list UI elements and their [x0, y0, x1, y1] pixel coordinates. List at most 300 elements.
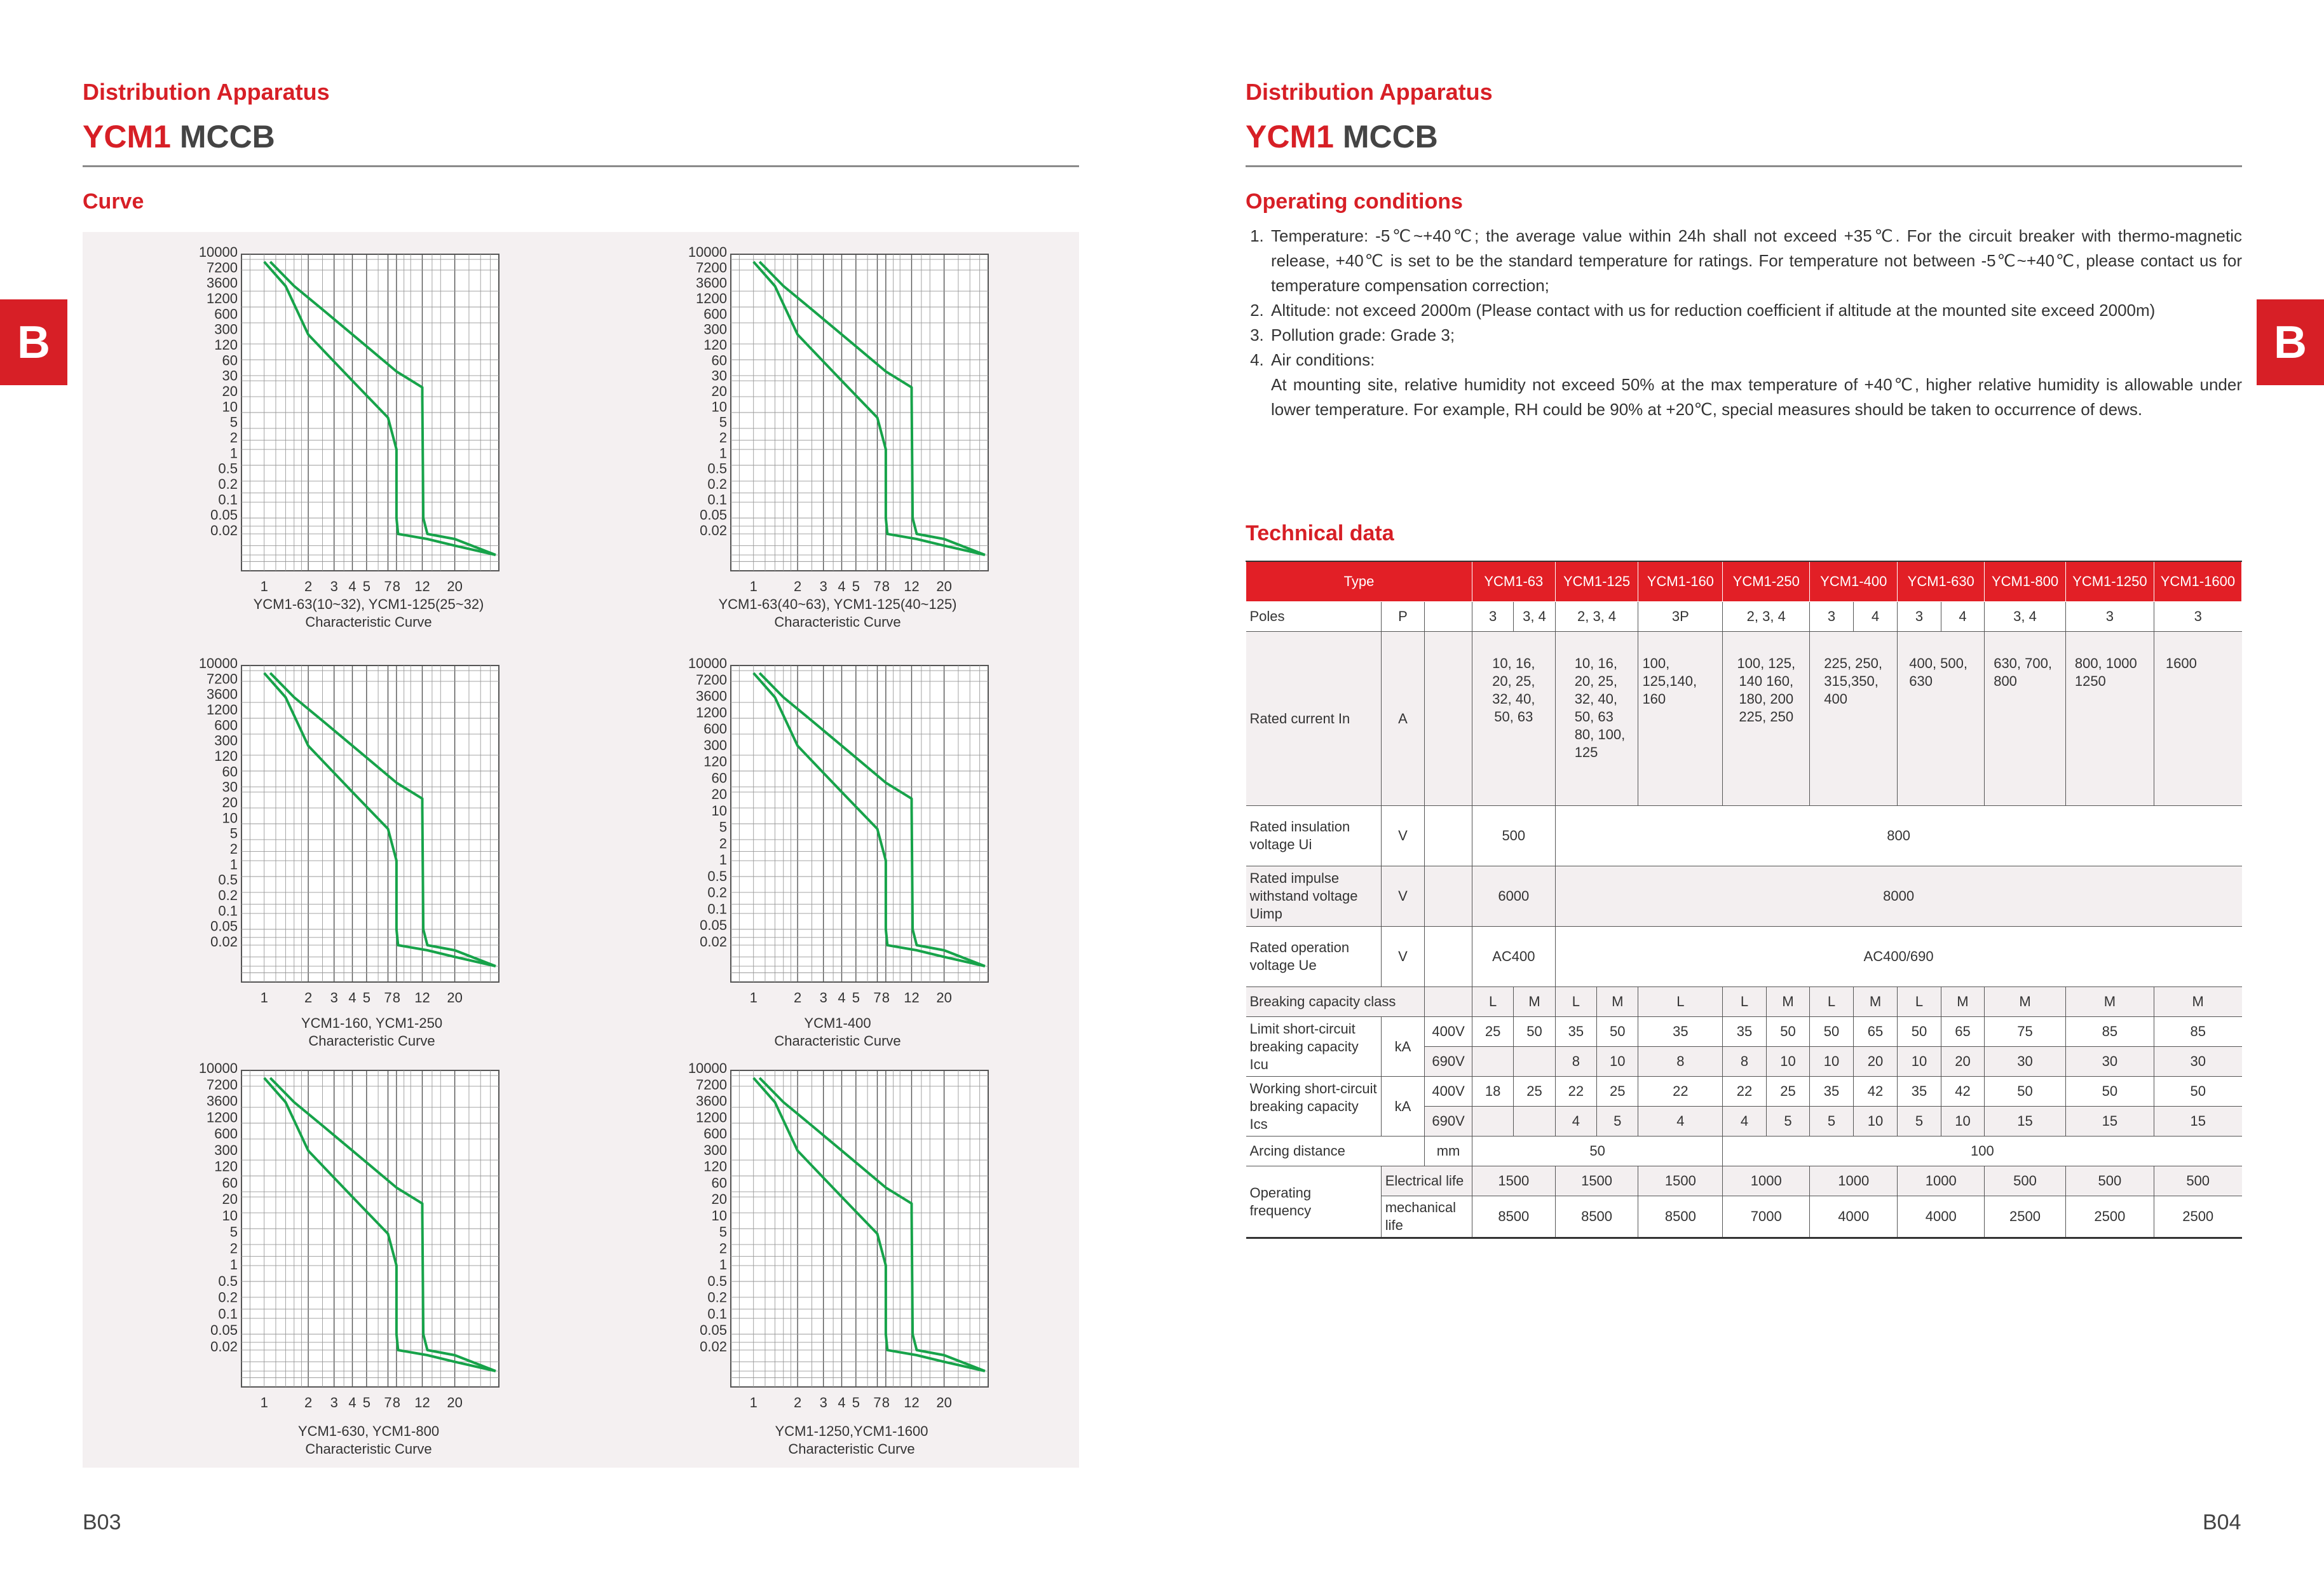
table-cell [1514, 1107, 1555, 1137]
table-cell: 4 [1555, 1107, 1596, 1137]
chart-6-x-tick-label: 7 [873, 1395, 881, 1410]
chart-1-y-tick-label: 30 [222, 367, 238, 384]
chart-6-y-tick-label: 300 [703, 1142, 727, 1158]
table-cell: L [1555, 987, 1596, 1017]
table-cell [1472, 1047, 1513, 1077]
electrical-life-row [1246, 1166, 2242, 1196]
chart-5-x-tick-label: 5 [362, 1395, 370, 1410]
chart-1-y-tick-label: 20 [222, 383, 238, 399]
chart-3-x-tick-label: 3 [330, 990, 338, 1006]
chart-1-x-tick-label: 8 [392, 578, 401, 594]
chart-4-x-tick-label: 12 [904, 990, 920, 1006]
chart-4-x-tick-label: 2 [793, 990, 802, 1006]
table-cell: 30 [2154, 1047, 2241, 1077]
table-cell: 3 [2065, 602, 2154, 632]
table-cell: 18 [1472, 1077, 1513, 1107]
chart-5-y-tick-label: 20 [222, 1191, 238, 1208]
table-cell: 8 [1555, 1047, 1596, 1077]
chart-3 [146, 655, 527, 1014]
chart-2-y-tick-label: 0.02 [700, 522, 727, 538]
table-cell: 5 [1810, 1107, 1853, 1137]
chart-6-y-tick-label: 0.5 [707, 1273, 727, 1289]
condition-air [1268, 348, 2242, 422]
chart-3-y-tick-label: 60 [222, 763, 238, 780]
table-cell: 50 [2154, 1077, 2241, 1107]
chart-6-x-tick-label: 4 [838, 1395, 846, 1410]
table-cell: 7000 [1723, 1196, 1810, 1238]
table-cell: 5 [1766, 1107, 1809, 1137]
table-cell: L [1723, 987, 1766, 1017]
chart-1-y-tick-label: 3600 [207, 275, 238, 291]
chart-5-x-tick-label: 3 [330, 1395, 338, 1410]
chart-6-y-tick-label: 5 [719, 1224, 727, 1240]
model-header: YCM1-250 [1723, 561, 1810, 602]
right-page-number: B04 [2203, 1510, 2241, 1534]
poles-row [1246, 602, 2242, 632]
table-cell: M [1514, 987, 1555, 1017]
chart-2-y-tick-label: 20 [711, 383, 727, 399]
table-cell: 5 [1597, 1107, 1638, 1137]
table-cell: 50 [1597, 1017, 1638, 1047]
insulation-row [1246, 806, 2242, 866]
chart-1-y-tick-label: 1200 [207, 290, 238, 306]
chart-4-caption-line1: YCM1-400 [804, 1015, 871, 1031]
icu-unit: kA [1381, 1017, 1424, 1077]
blank-cell [1425, 602, 1472, 632]
chart-3-y-tick-label: 30 [222, 779, 238, 795]
table-cell: 35 [1555, 1017, 1596, 1047]
model-header: YCM1-1600 [2154, 561, 2241, 602]
table-cell: M [1985, 987, 2066, 1017]
chart-3-y-tick-label: 0.1 [218, 903, 238, 919]
table-cell [1514, 1047, 1555, 1077]
mechanical-life-row [1246, 1196, 2242, 1238]
chart-1-y-tick-label: 2 [229, 430, 238, 446]
chart-5-y-tick-label: 120 [214, 1158, 238, 1175]
chart-5 [146, 1060, 527, 1419]
condition-air-title: Air conditions: [1271, 350, 1375, 369]
chart-3-y-tick-label: 5 [229, 825, 238, 842]
chart-1-caption-line2: Characteristic Curve [305, 614, 432, 630]
chart-4-y-tick-label: 1200 [696, 704, 727, 721]
chart-3-y-tick-label: 120 [214, 748, 238, 764]
table-cell: 10 [1853, 1107, 1898, 1137]
technical-data-title: Technical data [1246, 521, 1394, 545]
right-category: Distribution Apparatus [1246, 79, 1493, 105]
table-cell: 50 [1898, 1017, 1941, 1047]
chart-5-y-tick-label: 0.1 [218, 1306, 238, 1322]
type-header: Type [1246, 561, 1472, 602]
chart-2-x-tick-label: 12 [904, 578, 920, 594]
chart-2-y-tick-label: 7200 [696, 259, 727, 276]
table-header-row [1246, 561, 2242, 602]
table-cell: 30 [2065, 1047, 2154, 1077]
chart-3-x-tick-label: 7 [384, 990, 392, 1006]
table-cell: 100 [1723, 1137, 2242, 1166]
chart-4-y-tick-label: 0.02 [700, 934, 727, 950]
condition-air-detail: At mounting site, relative humidity not exceed 50% at the max temperature of +40℃, higher relative humidity is allowable under lower temperature. For example, RH could be 90% at +20℃, special measures should be taken to occurrence of dews. [1271, 375, 2242, 419]
table-cell: 42 [1853, 1077, 1898, 1107]
operation-unit: V [1381, 927, 1424, 987]
chart-6-y-tick-label: 0.05 [700, 1322, 727, 1339]
chart-4-caption [647, 1014, 1028, 1050]
table-cell: 8 [1638, 1047, 1723, 1077]
chart-3-y-tick-label: 2 [229, 841, 238, 857]
chart-6-y-tick-label: 10 [711, 1207, 727, 1224]
right-model-rest: MCCB [1333, 119, 1438, 154]
chart-5-x-tick-label: 4 [348, 1395, 357, 1410]
table-cell: 2500 [2065, 1196, 2154, 1238]
icu-400-row [1246, 1017, 2242, 1047]
rated-current-label: Rated current In [1246, 632, 1382, 806]
chart-1-y-tick-label: 5 [229, 414, 238, 430]
table-cell: 1000 [1898, 1166, 1985, 1196]
left-page-number: B03 [83, 1510, 121, 1534]
table-cell: 500 [1472, 806, 1555, 866]
table-cell: 3 [1898, 602, 1941, 632]
model-header: YCM1-800 [1985, 561, 2066, 602]
chart-1-y-tick-label: 0.5 [218, 460, 238, 477]
blank-cell [1425, 632, 1472, 806]
chart-1-y-tick-label: 120 [214, 337, 238, 353]
chart-5-x-tick-label: 20 [447, 1395, 463, 1410]
chart-5-caption-line1: YCM1-630, YCM1-800 [297, 1423, 440, 1439]
chart-5-y-tick-label: 1200 [207, 1109, 238, 1126]
impulse-unit: V [1381, 866, 1424, 927]
table-cell: 50 [1766, 1017, 1809, 1047]
table-cell: M [1597, 987, 1638, 1017]
chart-5-y-tick-label: 7200 [207, 1076, 238, 1093]
table-cell: 65 [1941, 1017, 1984, 1047]
table-cell: 22 [1723, 1077, 1766, 1107]
chart-6-x-tick-label: 2 [793, 1395, 802, 1410]
chart-5-y-tick-label: 10 [222, 1207, 238, 1224]
table-cell: 50 [1514, 1017, 1555, 1047]
chart-5-y-tick-label: 5 [229, 1224, 238, 1240]
table-cell: 1500 [1472, 1166, 1555, 1196]
chart-5-y-tick-label: 600 [214, 1126, 238, 1142]
chart-2-x-tick-label: 7 [873, 578, 881, 594]
arcing-label: Arcing distance [1246, 1137, 1425, 1166]
chart-1-y-tick-label: 0.2 [218, 476, 238, 492]
table-cell: 4000 [1810, 1196, 1898, 1238]
model-header: YCM1-160 [1638, 561, 1723, 602]
chart-2-caption-line2: Characteristic Curve [774, 614, 901, 630]
chart-4-x-tick-label: 4 [838, 990, 846, 1006]
chart-2-y-tick-label: 5 [719, 414, 727, 430]
blank-cell [1425, 927, 1472, 987]
table-cell: 1000 [1810, 1166, 1898, 1196]
model-header: YCM1-630 [1898, 561, 1985, 602]
chart-4-x-tick-label: 7 [873, 990, 881, 1006]
table-cell: 2, 3, 4 [1555, 602, 1638, 632]
operation-row [1246, 927, 2242, 987]
chart-6-y-tick-label: 600 [703, 1126, 727, 1142]
chart-6-caption [661, 1423, 1042, 1458]
insulation-unit: V [1381, 806, 1424, 866]
technical-data-table [1246, 561, 2242, 1239]
chart-6-y-tick-label: 0.02 [700, 1339, 727, 1355]
chart-1-x-tick-label: 20 [447, 578, 463, 594]
ics-400-row [1246, 1077, 2242, 1107]
chart-6-x-tick-label: 5 [852, 1395, 860, 1410]
chart-1-x-tick-label: 3 [330, 578, 338, 594]
chart-4-x-tick-label: 3 [819, 990, 827, 1006]
chart-5-y-tick-label: 0.02 [210, 1339, 238, 1355]
table-cell: 3 [1472, 602, 1513, 632]
table-cell: 8500 [1638, 1196, 1723, 1238]
rated-current-unit: A [1381, 632, 1424, 806]
condition-altitude: 2. Altitude: not exceed 2000m (Please contact with us for reduction coefficient if altitude at the mounted site exceed 2000m) [1268, 298, 2242, 323]
table-cell: 10 [1941, 1107, 1984, 1137]
chart-3-x-tick-label: 20 [447, 990, 463, 1006]
impulse-row [1246, 866, 2242, 927]
chart-5-y-tick-label: 0.2 [218, 1289, 238, 1306]
chart-2-x-tick-label: 5 [852, 578, 860, 594]
chart-5-caption-line2: Characteristic Curve [305, 1441, 432, 1457]
voltage-400: 400V [1425, 1017, 1472, 1047]
table-cell: 10 [1898, 1047, 1941, 1077]
chart-5-y-tick-label: 3600 [207, 1093, 238, 1109]
chart-6-caption-line1: YCM1-1250,YCM1-1600 [775, 1423, 928, 1439]
chart-6-y-tick-label: 0.2 [707, 1289, 727, 1306]
chart-3-y-tick-label: 0.5 [218, 871, 238, 888]
model-header: YCM1-1250 [2065, 561, 2154, 602]
chart-5-x-tick-label: 2 [304, 1395, 313, 1410]
table-cell: 500 [2154, 1166, 2241, 1196]
chart-6 [635, 1060, 1017, 1419]
chart-3-y-tick-label: 1 [229, 856, 238, 873]
table-cell: 500 [1985, 1166, 2066, 1196]
blank-cell [1425, 987, 1472, 1017]
chart-1-x-tick-label: 12 [414, 578, 430, 594]
chart-2 [635, 244, 1017, 603]
chart-2-x-tick-label: 8 [881, 578, 890, 594]
chart-1-x-tick-label: 5 [362, 578, 370, 594]
condition-temperature: 1. Temperature: -5℃~+40℃; the average value within 24h shall not exceed +35℃. For the circuit breaker with thermo-magnetic release, +40℃ is set to be the standard temperature for ratings. For temperature not between -5℃~+40℃, please contact us for temperature compensation correction; [1268, 224, 2242, 298]
table-cell: 4000 [1898, 1196, 1985, 1238]
table-cell: 4 [1638, 1107, 1723, 1137]
chart-1-y-tick-label: 10 [222, 399, 238, 415]
table-cell [1472, 1107, 1513, 1137]
table-cell: 50 [1810, 1017, 1853, 1047]
table-cell: 25 [1514, 1077, 1555, 1107]
table-cell: 4 [1853, 602, 1898, 632]
chart-1-y-tick-label: 300 [214, 321, 238, 338]
chart-2-y-tick-label: 10000 [688, 244, 727, 260]
table-cell: 22 [1638, 1077, 1723, 1107]
table-cell: 1600 [2154, 632, 2241, 806]
chart-5-x-tick-label: 7 [384, 1395, 392, 1410]
table-cell: AC400 [1472, 927, 1555, 987]
table-cell: 10 [1597, 1047, 1638, 1077]
chart-6-y-tick-label: 10000 [688, 1060, 727, 1076]
chart-6-x-tick-label: 3 [819, 1395, 827, 1410]
chart-1-caption-line1: YCM1-63(10~32), YCM1-125(25~32) [253, 596, 484, 612]
chart-5-y-tick-label: 10000 [198, 1060, 238, 1076]
chart-2-y-tick-label: 0.05 [700, 507, 727, 523]
chart-2-y-tick-label: 120 [703, 337, 727, 353]
table-cell: 35 [1898, 1077, 1941, 1107]
table-cell: 225, 250, 315,350, 400 [1810, 632, 1898, 806]
voltage-400: 400V [1425, 1077, 1472, 1107]
chart-4-x-tick-label: 20 [936, 990, 952, 1006]
section-tab-right: B [2257, 299, 2324, 385]
chart-3-caption [181, 1014, 562, 1050]
table-cell: 35 [1810, 1077, 1853, 1107]
ics-label: Working short-circuit breaking capacity Ics [1246, 1077, 1382, 1137]
chart-5-x-tick-label: 12 [414, 1395, 430, 1410]
chart-3-x-tick-label: 5 [362, 990, 370, 1006]
table-cell: 8 [1723, 1047, 1766, 1077]
table-cell: 85 [2154, 1017, 2241, 1047]
poles-unit: P [1381, 602, 1424, 632]
chart-4-y-tick-label: 60 [711, 770, 727, 786]
chart-3-y-tick-label: 300 [214, 732, 238, 749]
breaking-class-row [1246, 987, 2242, 1017]
chart-4 [635, 655, 1017, 1014]
table-cell: 100, 125, 140 160, 180, 200 225, 250 [1723, 632, 1810, 806]
right-header-rule [1246, 165, 2242, 167]
chart-3-y-tick-label: 10000 [198, 655, 238, 671]
table-cell: 10 [1766, 1047, 1809, 1077]
chart-4-y-tick-label: 10 [711, 802, 727, 819]
table-cell: 2500 [2154, 1196, 2241, 1238]
table-cell: 10, 16, 20, 25, 32, 40, 50, 63 80, 100, 125 [1555, 632, 1638, 806]
table-cell: 35 [1723, 1017, 1766, 1047]
chart-6-y-tick-label: 2 [719, 1240, 727, 1257]
table-cell: 500 [2065, 1166, 2154, 1196]
table-cell: 20 [1853, 1047, 1898, 1077]
table-cell: 8500 [1555, 1196, 1638, 1238]
table-cell: L [1810, 987, 1853, 1017]
table-cell: 22 [1555, 1077, 1596, 1107]
chart-4-y-tick-label: 120 [703, 753, 727, 770]
table-cell: 3P [1638, 602, 1723, 632]
table-cell: 50 [1985, 1077, 2066, 1107]
table-cell: M [2065, 987, 2154, 1017]
table-cell: 15 [2154, 1107, 2241, 1137]
op-freq-label: Operating frequency [1246, 1166, 1382, 1238]
chart-4-y-tick-label: 300 [703, 737, 727, 753]
chart-3-y-tick-label: 0.02 [210, 934, 238, 950]
table-cell: 8000 [1555, 866, 2241, 927]
chart-4-y-tick-label: 600 [703, 721, 727, 737]
table-cell: 50 [2065, 1077, 2154, 1107]
chart-2-x-tick-label: 20 [936, 578, 952, 594]
breaking-class-label: Breaking capacity class [1246, 987, 1425, 1017]
chart-1-y-tick-label: 0.02 [210, 522, 238, 538]
table-cell: 100, 125,140, 160 [1638, 632, 1723, 806]
chart-2-y-tick-label: 1 [719, 445, 727, 461]
chart-2-y-tick-label: 2 [719, 430, 727, 446]
chart-4-y-tick-label: 20 [711, 786, 727, 803]
chart-4-y-tick-label: 7200 [696, 671, 727, 688]
chart-2-y-tick-label: 30 [711, 367, 727, 384]
icu-label: Limit short-circuit breaking capacity Icu [1246, 1017, 1382, 1077]
chart-2-y-tick-label: 0.5 [707, 460, 727, 477]
chart-5-x-tick-label: 8 [392, 1395, 401, 1410]
chart-6-y-tick-label: 1200 [696, 1109, 727, 1126]
table-cell: 2500 [1985, 1196, 2066, 1238]
table-cell: 75 [1985, 1017, 2066, 1047]
table-cell: 20 [1941, 1047, 1984, 1077]
right-model-red: YCM1 [1246, 119, 1334, 154]
chart-3-x-tick-label: 8 [392, 990, 401, 1006]
chart-4-x-tick-label: 1 [749, 990, 758, 1006]
chart-2-y-tick-label: 10 [711, 399, 727, 415]
impulse-label: Rated impulse withstand voltage Uimp [1246, 866, 1382, 927]
chart-6-y-tick-label: 0.1 [707, 1306, 727, 1322]
chart-1-x-tick-label: 7 [384, 578, 392, 594]
chart-1-y-tick-label: 0.05 [210, 507, 238, 523]
operating-conditions-title: Operating conditions [1246, 189, 1463, 214]
chart-6-x-tick-label: 20 [936, 1395, 952, 1410]
table-cell: 3 [2154, 602, 2241, 632]
chart-4-y-tick-label: 0.05 [700, 917, 727, 934]
chart-3-y-tick-label: 20 [222, 795, 238, 810]
table-cell: 15 [1985, 1107, 2066, 1137]
model-header: YCM1-400 [1810, 561, 1898, 602]
chart-1-x-tick-label: 4 [348, 578, 357, 594]
table-cell: 3, 4 [1514, 602, 1555, 632]
operation-label: Rated operation voltage Ue [1246, 927, 1382, 987]
chart-2-x-tick-label: 2 [793, 578, 802, 594]
arcing-unit: mm [1425, 1137, 1472, 1166]
chart-3-caption-line1: YCM1-160, YCM1-250 [301, 1015, 443, 1031]
chart-1-y-tick-label: 7200 [207, 259, 238, 276]
insulation-label: Rated insulation voltage Ui [1246, 806, 1382, 866]
rated-current-row [1246, 632, 2242, 806]
table-cell: AC400/690 [1555, 927, 2241, 987]
table-cell: 400, 500, 630 [1898, 632, 1985, 806]
blank-cell [1425, 866, 1472, 927]
table-cell: 1500 [1638, 1166, 1723, 1196]
arcing-row [1246, 1137, 2242, 1166]
table-cell: M [1941, 987, 1984, 1017]
table-cell: 3 [1810, 602, 1853, 632]
chart-1-y-tick-label: 60 [222, 352, 238, 369]
chart-3-y-tick-label: 1200 [207, 702, 238, 718]
chart-3-x-tick-label: 4 [348, 990, 357, 1006]
table-cell: 10 [1810, 1047, 1853, 1077]
section-tab-left: B [0, 299, 67, 385]
chart-2-y-tick-label: 300 [703, 321, 727, 338]
left-model-title [83, 118, 275, 155]
table-cell: 8500 [1472, 1196, 1555, 1238]
table-cell: 50 [1472, 1137, 1722, 1166]
chart-3-caption-line2: Characteristic Curve [308, 1033, 435, 1049]
chart-3-x-tick-label: 2 [304, 990, 313, 1006]
left-category: Distribution Apparatus [83, 79, 330, 105]
chart-6-y-tick-label: 3600 [696, 1093, 727, 1109]
chart-4-caption-line2: Characteristic Curve [774, 1033, 901, 1049]
table-cell: 2, 3, 4 [1723, 602, 1810, 632]
chart-4-x-tick-label: 5 [852, 990, 860, 1006]
chart-4-y-tick-label: 0.2 [707, 884, 727, 901]
chart-1-y-tick-label: 1 [229, 445, 238, 461]
table-cell: 630, 700, 800 [1985, 632, 2066, 806]
chart-2-y-tick-label: 0.1 [707, 491, 727, 508]
chart-3-x-tick-label: 12 [414, 990, 430, 1006]
table-cell: 25 [1597, 1077, 1638, 1107]
ics-unit: kA [1381, 1077, 1424, 1137]
chart-2-caption [647, 596, 1028, 631]
table-cell: M [1853, 987, 1898, 1017]
chart-3-y-tick-label: 7200 [207, 671, 238, 687]
chart-6-y-tick-label: 7200 [696, 1076, 727, 1093]
chart-6-x-tick-label: 12 [904, 1395, 920, 1410]
